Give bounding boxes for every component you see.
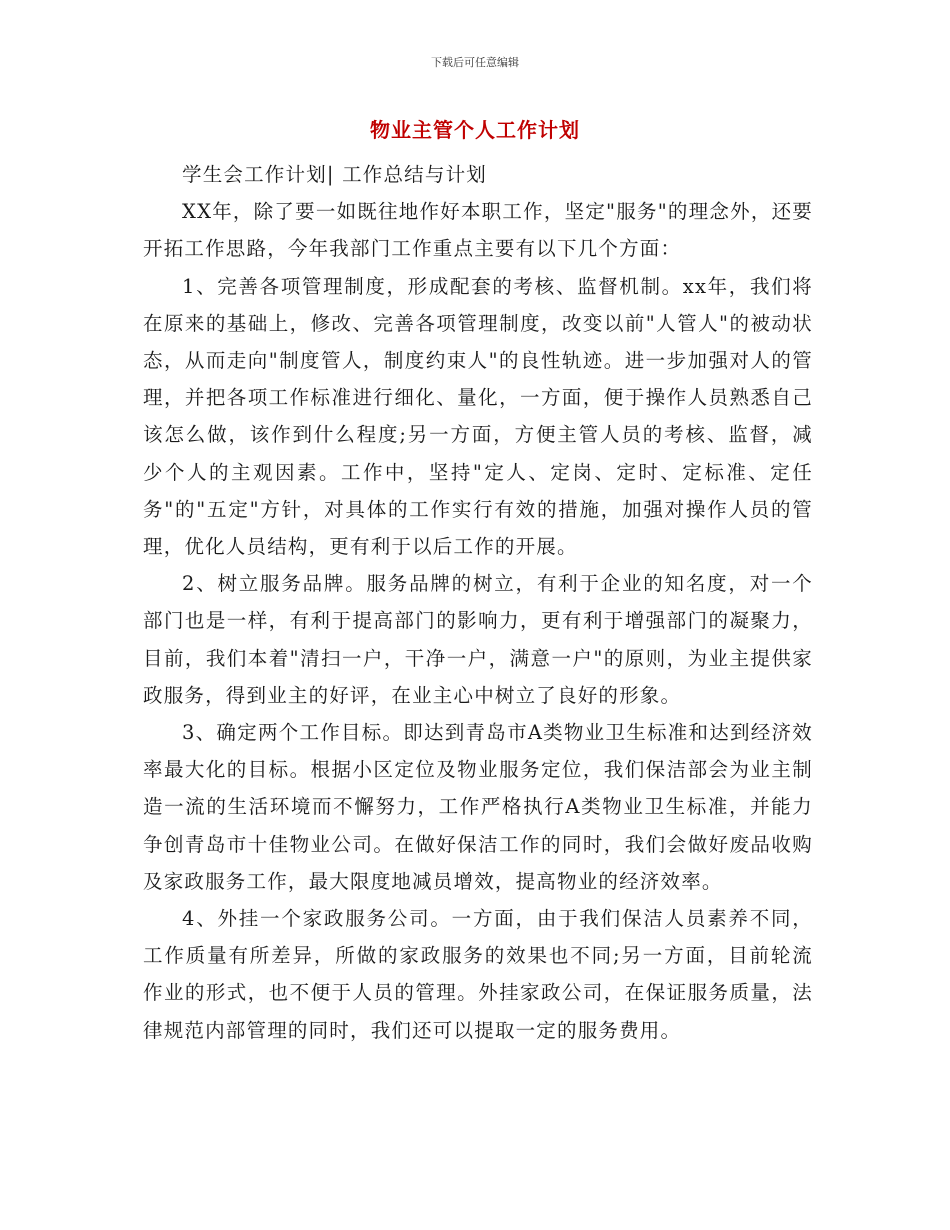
paragraph-item-3: 3、确定两个工作目标。即达到青岛市A类物业卫生标准和达到经济效率最大化的目标。根据小区定位及物业服务定位，我们保洁部会为业主制造一流的生活环境而不懈努力，工作严格执行A类物业卫生标准，并能力争创青岛市十佳物业公司。在做好保洁工作的同时，我们会做好废品收购及家政服务工作，最大限度地减员增效，提高物业的经济效率。 xyxy=(143,721,813,893)
paragraph-item-4: 4、外挂一个家政服务公司。一方面，由于我们保洁人员素养不同，工作质量有所差异，所做的家政服务的效果也不同;另一方面，目前轮流作业的形式，也不便于人员的管理。外挂家政公司，在保证服务质量，法律规范内部管理的同时，我们还可以提取一定的服务费用。 xyxy=(143,907,813,1042)
header-note: 下载后可任意编辑 xyxy=(431,56,519,69)
page-title: 物业主管个人工作计划 xyxy=(370,118,580,142)
paragraph-subtitle: 学生会工作计划| 工作总结与计划 xyxy=(182,163,487,186)
paragraph-item-1: 1、完善各项管理制度，形成配套的考核、监督机制。xx年，我们将在原来的基础上，修改、完善各项管理制度，改变以前"人管人"的被动状态，从而走向"制度管人，制度约束人"的良性轨迹。进一步加强对人的管理，并把各项工作标准进行细化、量化，一方面，便于操作人员熟悉自己该怎么做，该作到什么程度;另一方面，方便主管人员的考核、监督，减少个人的主观因素。工作中，坚持"定人、定岗、定时、定标准、定任务"的"五定"方针，对具体的工作实行有效的措施，加强对操作人员的管理，优化人员结构，更有利于以后工作的开展。 xyxy=(143,274,813,559)
paragraph-intro: XX年，除了要一如既往地作好本职工作，坚定"服务"的理念外，还要开拓工作思路，今年我部门工作重点主要有以下几个方面： xyxy=(143,200,813,261)
document-body xyxy=(143,156,813,1049)
paragraph-item-2: 2、树立服务品牌。服务品牌的树立，有利于企业的知名度，对一个部门也是一样，有利于提高部门的影响力，更有利于增强部门的凝聚力，目前，我们本着"清扫一户，干净一户，满意一户"的原则，为业主提供家政服务，得到业主的好评，在业主心中树立了良好的形象。 xyxy=(143,572,813,707)
